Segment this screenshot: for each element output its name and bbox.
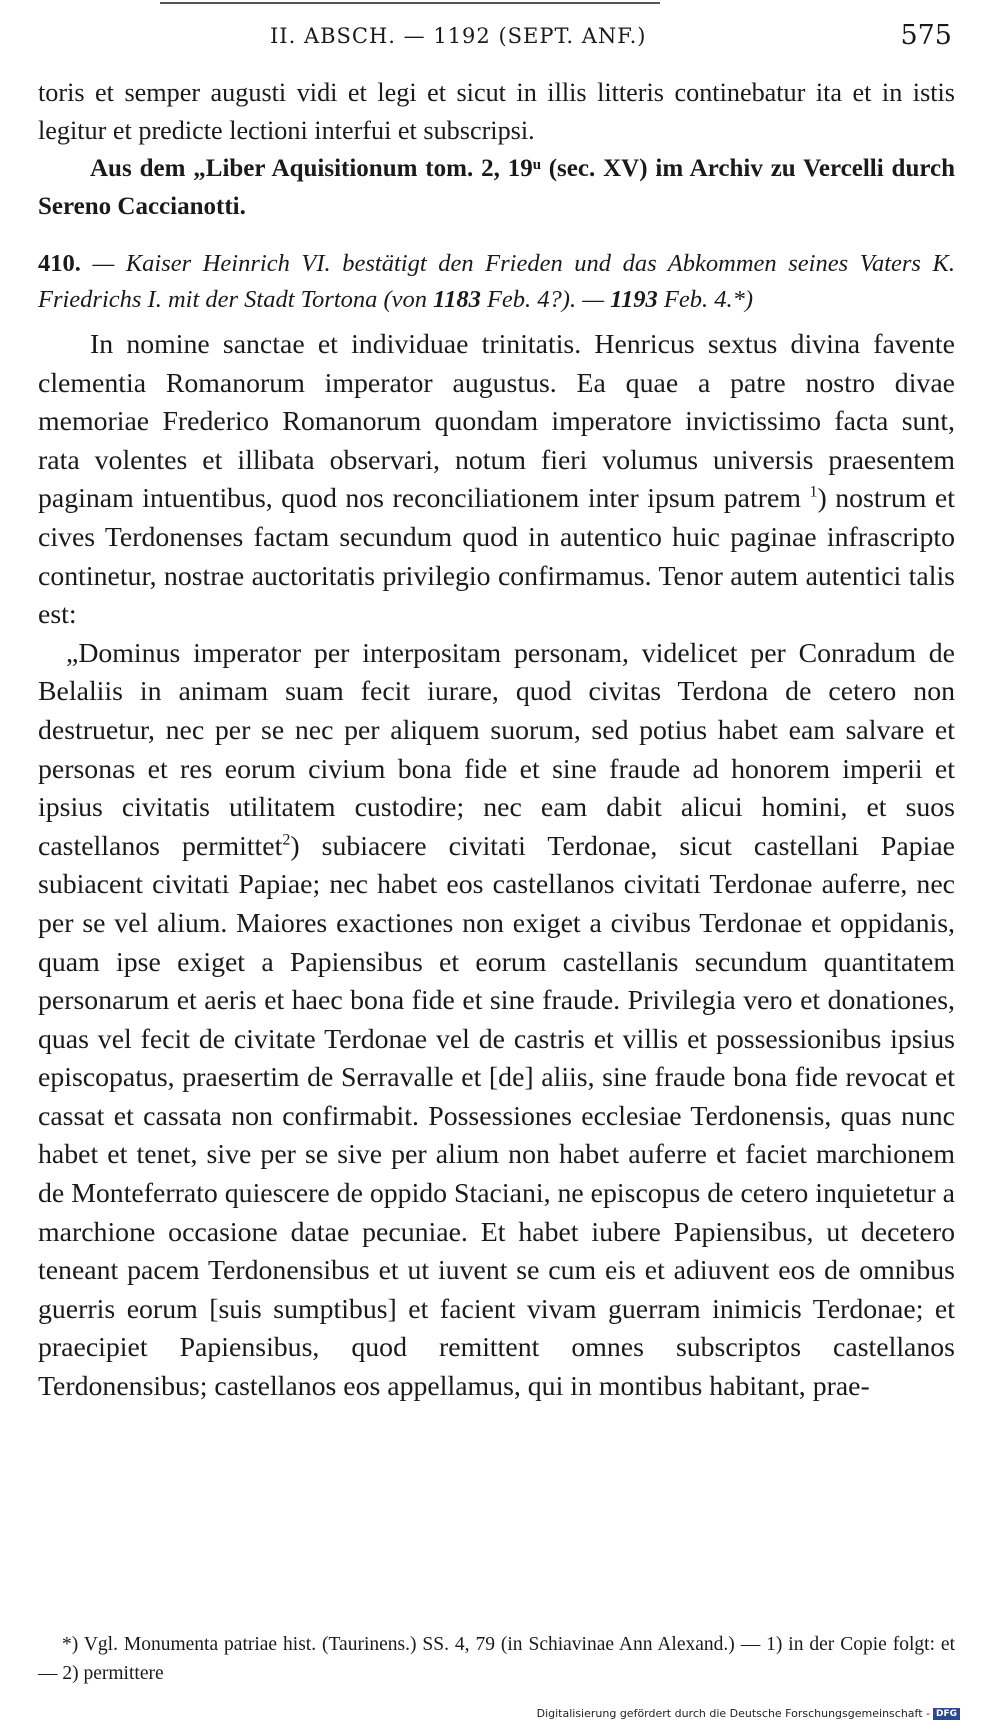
charter-text-1a: In nomine sanctae et individuae trinitatis. Henricus sextus divina favente clementia Romanorum imperator augustus. Ea quae a patre nostro divae memoriae Frederico Romanorum quondam imperatore invictissimo facta sunt, rata volentes et illibata observari, notum fieri volumus universis praesentem paginam intuentibus, quod nos reconciliationem inter ipsum patrem: [38, 329, 955, 515]
dfg-logo: DFG: [933, 1708, 960, 1720]
page-header: [0, 20, 1000, 60]
document-year-b: 1193: [610, 286, 658, 313]
page-body: [38, 74, 955, 1407]
document-title-part-a: — Kaiser Heinrich VI. bestätigt den Frieden und das Abkommen seines Vaters K. Friedrichs I. mit der Stadt Tortona (von: [38, 250, 955, 313]
charter-text-paragraph-2: [38, 635, 955, 1407]
footnote-ref-1: 1: [809, 484, 818, 502]
footnote-text: *) Vgl. Monumenta patriae hist. (Taurinens.) SS. 4, 79 (in Schiavinae Ann Alexand.) — 1) in der Copie folgt: et — 2) permittere: [38, 1634, 955, 1684]
page-number: 575: [900, 20, 952, 51]
footnote-rule: [38, 1622, 955, 1623]
charter-text-1b: ) nostrum et cives Terdonenses factam secundum quod in autentico huic paginae infrascripto continetur, nostrae auctoritatis privilegio confirmamus. Tenor autem autentici talis est:: [38, 483, 955, 631]
continued-paragraph: toris et semper augusti vidi et legi et sicut in illis litteris continebatur ita et in istis legitur et predicte lectioni interfui et subscripsi.: [38, 78, 955, 145]
digitization-note: [537, 1707, 960, 1720]
document-title-part-c: Feb. 4.*): [657, 286, 754, 313]
running-head: II. ABSCH. — 1192 (SEPT. ANF.): [270, 24, 647, 48]
document-heading: [38, 246, 955, 318]
footnote-ref-2: 2: [282, 831, 291, 849]
document-number: 410.: [38, 250, 81, 277]
charter-text-2a: „Dominus imperator per interpositam personam, videlicet per Conradum de Belaliis in animam suam fecit iurare, quod civitas Terdona de cetero non destruetur, nec per se nec per aliquem suorum, sed potius habet eam salvare et personas et res eorum civium bona fide et sine fraude ad honorem imperii et ipsius civitatis utilitatem custodire; nec eam dabit alicui homini, et suos castellanos permittet: [38, 637, 955, 862]
charter-text-paragraph-1: [38, 326, 955, 635]
charter-text-2b: ) subiacere civitati Terdonae, sicut castellani Papiae subiacent civitati Papiae; nec habet eos castellanos civitati Terdonae auferre, nec per se vel alium. Maiores exactiones non exiget a civibus Terdonae et oppidanis, quam ipse exiget a Papiensibus et eorum castellanis secundum quantitatem personarum et aeris et haec bona fide et sine fraude. Privilegia vero et donationes, quas vel fecit de civitate Terdonae vel de castris et villis et possessionibus ipsius episcopatus, praesertim de Serravalle et [de] aliis, sine fraude bona fide revocat et cassat et cassata non confirmabit. Possessiones ecclesiae Terdonensis, quas nunc habet et tenet, sive per se sive per alium non habet auferre et faciet marchionem de Monteferrato quiescere de oppido Staciani, ne episcopus de cetero inquietetur a marchione occasione datae pecuniae. Et habet iubere Papiensibus, ut decetero teneant pacem Terdonensibus et ut iuvent se cum eis et adiuvent eos de omnibus guerris eorum [suis sumptibus] et facient vivam guerram inimicis Terdonae; et praecipiet Papiensibus, quod remittent omnes subscriptos castellanos Terdonensibus; castellanos eos appellamus, qui in montibus habitant, prae-: [38, 830, 955, 1403]
document-title-part-b: Feb. 4?). —: [480, 286, 611, 313]
top-rule: [160, 2, 660, 4]
footnotes: [38, 1630, 955, 1688]
document-year-a: 1183: [433, 286, 481, 313]
source-note: Aus dem „Liber Aquisitionum tom. 2, 19ᵘ (sec. XV) im Archiv zu Vercelli durch Sereno Caccianotti.: [38, 155, 955, 220]
digitization-text: Digitalisierung gefördert durch die Deutsche Forschungsgemeinschaft -: [536, 1707, 930, 1720]
